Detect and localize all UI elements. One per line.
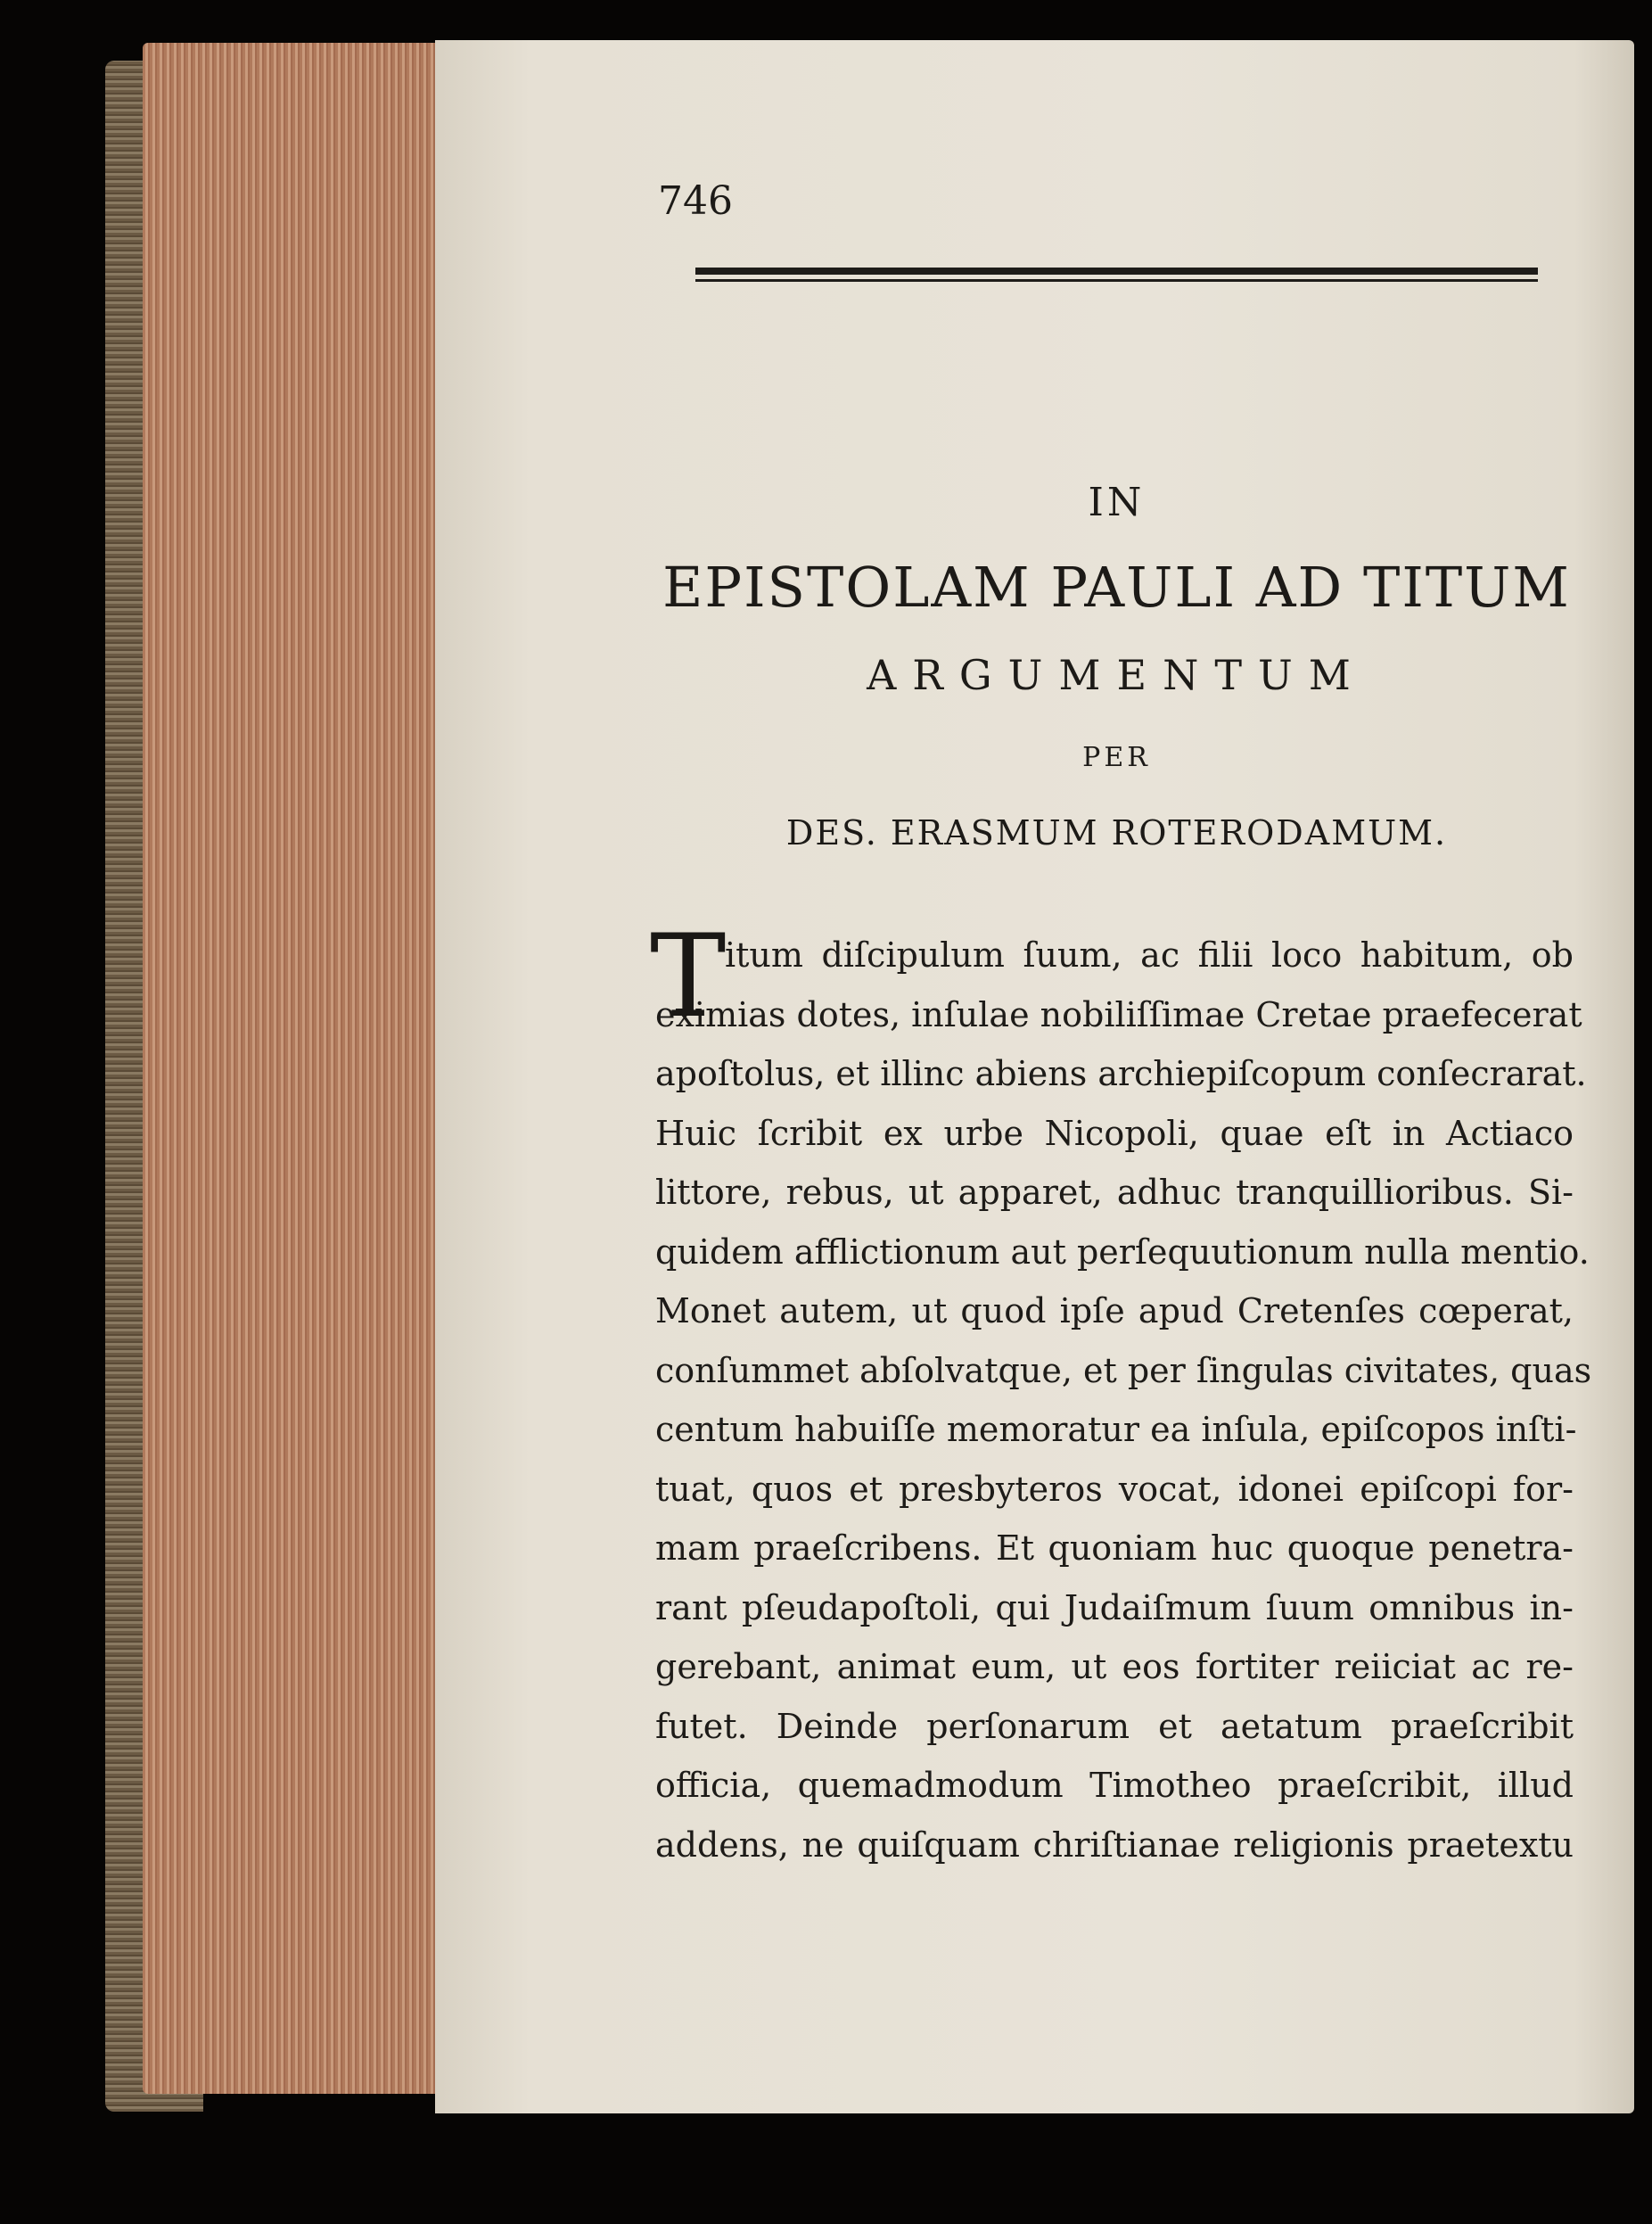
text-line: futet. Deinde perſonarum et aetatum praeſcribit xyxy=(655,1706,1574,1746)
page-edges xyxy=(143,43,450,2094)
text-line: rant pſeudapoſtoli, qui Judaiſmum ſuum omnibus in- xyxy=(655,1587,1574,1627)
text-line: itum diſcipulum ſuum, ac filii loco habitum, ob xyxy=(725,935,1574,975)
heading-argumentum: ARGUMENTUM xyxy=(867,651,1367,699)
page-number: 746 xyxy=(658,178,733,224)
text-line: eximias dotes, inſulae nobiliſſimae Cretae praefecerat xyxy=(655,994,1582,1034)
text-line: littore, rebus, ut apparet, adhuc tranquillioribus. Si- xyxy=(655,1173,1574,1212)
text-line: conſummet abſolvatque, et per ſingulas civitates, quas xyxy=(655,1350,1592,1390)
heading-per: PER xyxy=(1082,742,1151,773)
heading-author: DES. ERASMUM ROTERODAMUM. xyxy=(785,813,1448,853)
text-line: Huic ſcribit ex urbe Nicopoli, quae eſt in Actiaco xyxy=(655,1113,1574,1153)
text-line: Monet autem, ut quod ipſe apud Cretenſes cœperat, xyxy=(655,1291,1574,1330)
body-text xyxy=(650,910,1592,1874)
text-line: gerebant, animat eum, ut eos fortiter reiiciat ac re- xyxy=(655,1647,1574,1686)
text-line: centum habuiſſe memoratur ea inſula, epiſcopos inſti- xyxy=(655,1410,1577,1449)
drop-cap: T xyxy=(650,910,727,1043)
text-line: quidem afflictionum aut perſequutionum nulla mentio. xyxy=(655,1231,1590,1272)
text-line: officia, quemadmodum Timotheo praeſcribit, illud xyxy=(655,1766,1574,1805)
text-line: mam praeſcribens. Et quoniam huc quoque penetra- xyxy=(655,1528,1574,1568)
text-line: tuat, quos et presbyteros vocat, idonei epiſcopi for- xyxy=(655,1469,1574,1509)
heading-title: EPISTOLAM PAULI AD TITUM xyxy=(662,555,1571,620)
text-line: apoſtolus, et illinc abiens archiepiſcopum conſecrarat. xyxy=(655,1054,1587,1093)
heading-in: IN xyxy=(1088,480,1146,525)
header-rule xyxy=(695,268,1538,282)
text-line: addens, ne quiſquam chriſtianae religionis praetextu xyxy=(655,1825,1574,1865)
